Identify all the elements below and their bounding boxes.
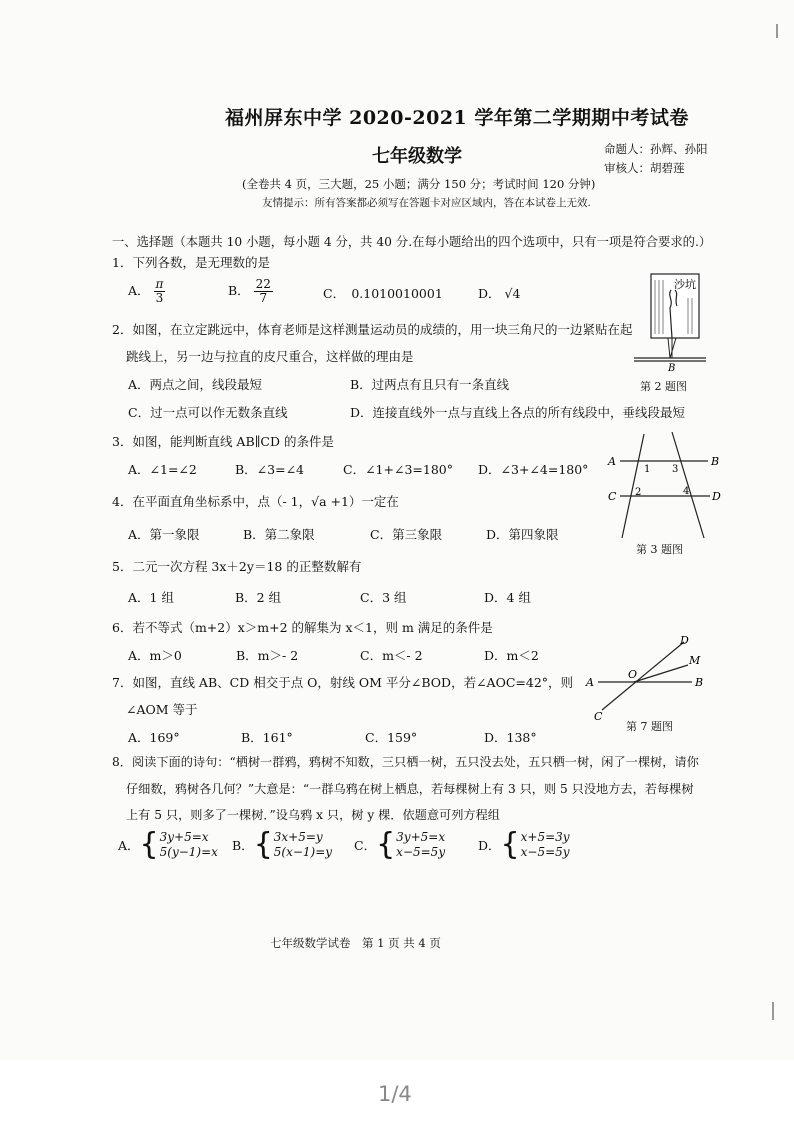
q1-a-fraction: [154, 278, 166, 305]
q3-option-d: D．∠3+∠4=180°: [478, 462, 589, 477]
q8-b-label: B．: [232, 838, 254, 853]
q1-b-den: 7: [259, 291, 268, 306]
q3-figure: [600, 428, 724, 540]
scan-mark-top: [776, 24, 778, 38]
q3-label-c: C: [608, 490, 617, 503]
q8-b-eq2: 5(x−1)=y: [273, 845, 333, 859]
q8-c-brace: {: [376, 827, 396, 862]
q1-option-d: [478, 284, 520, 302]
q8-a-eq1: 3y+5=x: [159, 830, 209, 844]
q2-option-a: A．两点之间，线段最短: [128, 377, 263, 392]
q8-option-b: [232, 827, 333, 862]
q8-option-c: [354, 827, 446, 862]
q7-option-d: D．138°: [484, 730, 537, 745]
q8-b-eq1: 3x+5=y: [273, 830, 323, 844]
q1-d-value: √4: [504, 286, 521, 301]
q5-option-b: B．2 组: [235, 590, 282, 605]
q8-stem-line3: 上有 5 只，则多了一棵树．”设乌鸦 x 只，树 y 棵．依题意可列方程组: [126, 808, 500, 822]
q6-option-c: C．m＜- 2: [360, 648, 423, 663]
q1-b-label: B．: [228, 283, 250, 299]
exam-info: (全卷共 4 页，三大题，25 小题；满分 150 分；考试时间 120 分钟): [242, 177, 596, 191]
scan-mark-bottom: [772, 1002, 774, 1020]
q5-option-d: D．4 组: [484, 590, 531, 605]
q1-b-num: 22: [255, 277, 271, 291]
q8-stem-line1: 8．阅读下面的诗句：“栖树一群鸦，鸦树不知数，三只栖一树，五只没去处，五只栖一树，闲了一棵树，请你: [112, 755, 699, 769]
q8-option-a: [118, 827, 218, 862]
q4-option-a: A．第一象限: [128, 527, 200, 542]
q7-caption: 第 7 题图: [626, 720, 673, 733]
q5-option-a: A．1 组: [128, 590, 174, 605]
q7-label-m: M: [689, 654, 701, 667]
page-indicator: 1/4: [378, 1082, 412, 1106]
q2-caption: 第 2 题图: [640, 380, 687, 393]
q8-a-brace: {: [139, 827, 159, 862]
q3-angle-4: 4: [683, 486, 690, 497]
q8-a-label: A．: [118, 838, 140, 853]
q3-option-b: B．∠3=∠4: [235, 462, 305, 477]
q1-d-label: D．: [478, 286, 501, 301]
q2-stem-line1: 2．如图，在立定跳远中，体育老师是这样测量运动员的成绩的，用一块三角尺的一边紧贴在起: [112, 322, 633, 337]
q7-option-b: B．161°: [241, 730, 293, 745]
q8-a-eq2: 5(y−1)=x: [159, 845, 218, 859]
q4-option-d: D．第四象限: [486, 527, 559, 542]
q3-caption: 第 3 题图: [636, 543, 683, 556]
q7-stem-line1: 7．如图，直线 AB、CD 相交于点 O，射线 OM 平分∠BOD，若∠AOC=42°，则: [112, 675, 574, 690]
q5-stem: 5．二元一次方程 3x＋2y＝18 的正整数解有: [112, 559, 362, 574]
q7-label-b: B: [695, 676, 704, 689]
exam-notice: 友情提示：所有答案都必须写在答题卡对应区域内，答在本试卷上无效.: [262, 197, 591, 209]
q4-stem: 4．在平面直角坐标系中，点（- 1，√a +1）一定在: [112, 494, 399, 509]
page-footer: 七年级数学试卷 第 1 页 共 4 页: [270, 936, 441, 950]
q1-option-a: [128, 278, 165, 305]
q6-option-b: B．m＞- 2: [236, 648, 299, 663]
q8-c-eq1: 3y+5=x: [396, 830, 446, 844]
q2-stem-line2: 跳线上，另一边与拉直的皮尺重合，这样做的理由是: [126, 349, 414, 364]
section1-heading: 一、选择题（本题共 10 小题，每小题 4 分，共 40 分.在每小题给出的四个选项中，只有一项是符合要求的.）: [112, 235, 712, 249]
q7-label-o: O: [628, 668, 638, 681]
q8-option-d: [478, 827, 570, 862]
q8-d-eq1: x+5=3y: [520, 830, 570, 844]
q7-label-c: C: [594, 710, 603, 722]
q1-option-b: [228, 278, 273, 305]
q3-stem: 3．如图，能判断直线 AB∥CD 的条件是: [112, 434, 334, 449]
q8-c-label: C．: [354, 838, 377, 853]
q1-b-fraction: [254, 278, 273, 305]
q3-angle-2: 2: [635, 487, 642, 498]
q8-d-eq2: x−5=5y: [520, 845, 570, 859]
q6-option-a: A．m＞0: [128, 648, 182, 663]
exam-title: 福州屏东中学 2020-2021 学年第二学期期中考试卷: [225, 107, 689, 129]
q2-option-c: C．过一点可以作无数条直线: [128, 405, 288, 420]
author-label: 命题人：孙辉、孙阳: [604, 142, 708, 156]
q2-fig-sandpit-label: 沙坑: [674, 278, 696, 291]
q5-option-c: C．3 组: [360, 590, 407, 605]
q8-d-label: D．: [478, 838, 501, 853]
q2-figure: [630, 268, 710, 376]
q2-option-b: B．过两点有且只有一条直线: [350, 377, 510, 392]
q4-option-c: C．第三象限: [370, 527, 443, 542]
q7-label-d: D: [680, 634, 689, 647]
q8-d-brace: {: [500, 827, 520, 862]
q8-c-eq2: x−5=5y: [396, 845, 446, 859]
q3-label-d: D: [712, 490, 721, 503]
q3-option-c: C．∠1+∠3=180°: [343, 462, 453, 477]
q3-label-a: A: [608, 455, 616, 468]
q7-figure: [584, 632, 714, 722]
q1-option-c: C． 0.1010010001: [323, 286, 443, 301]
q3-label-b: B: [711, 455, 720, 468]
q1-a-label: A．: [128, 283, 150, 299]
q2-fig-point-b: B: [668, 363, 676, 374]
q7-stem-line2: ∠AOM 等于: [126, 702, 198, 717]
q1-a-den: 3: [155, 291, 164, 306]
q2-option-d: D．连接直线外一点与直线上各点的所有线段中，垂线段最短: [350, 405, 686, 420]
q8-stem-line2: 仔细数，鸦树各几何？”大意是：“一群乌鸦在树上栖息，若每棵树上有 3 只，则 5 只没地方去，若每棵树: [126, 782, 694, 796]
q7-option-a: A．169°: [128, 730, 180, 745]
q1-stem: 1．下列各数，是无理数的是: [112, 255, 270, 270]
q3-option-a: A．∠1=∠2: [128, 462, 197, 477]
reviewer-label: 审核人：胡碧莲: [604, 161, 685, 175]
q7-option-c: C．159°: [365, 730, 418, 745]
q3-angle-3: 3: [672, 464, 679, 475]
q4-option-b: B．第二象限: [243, 527, 315, 542]
q1-a-num: π: [155, 277, 164, 291]
exam-subtitle: 七年级数学: [372, 146, 462, 167]
q6-option-d: D．m＜2: [484, 648, 539, 663]
q6-stem: 6．若不等式（m+2）x＞m+2 的解集为 x＜1，则 m 满足的条件是: [112, 620, 493, 635]
q3-angle-1: 1: [644, 464, 651, 475]
q8-b-brace: {: [253, 827, 273, 862]
q7-label-a: A: [586, 676, 594, 689]
